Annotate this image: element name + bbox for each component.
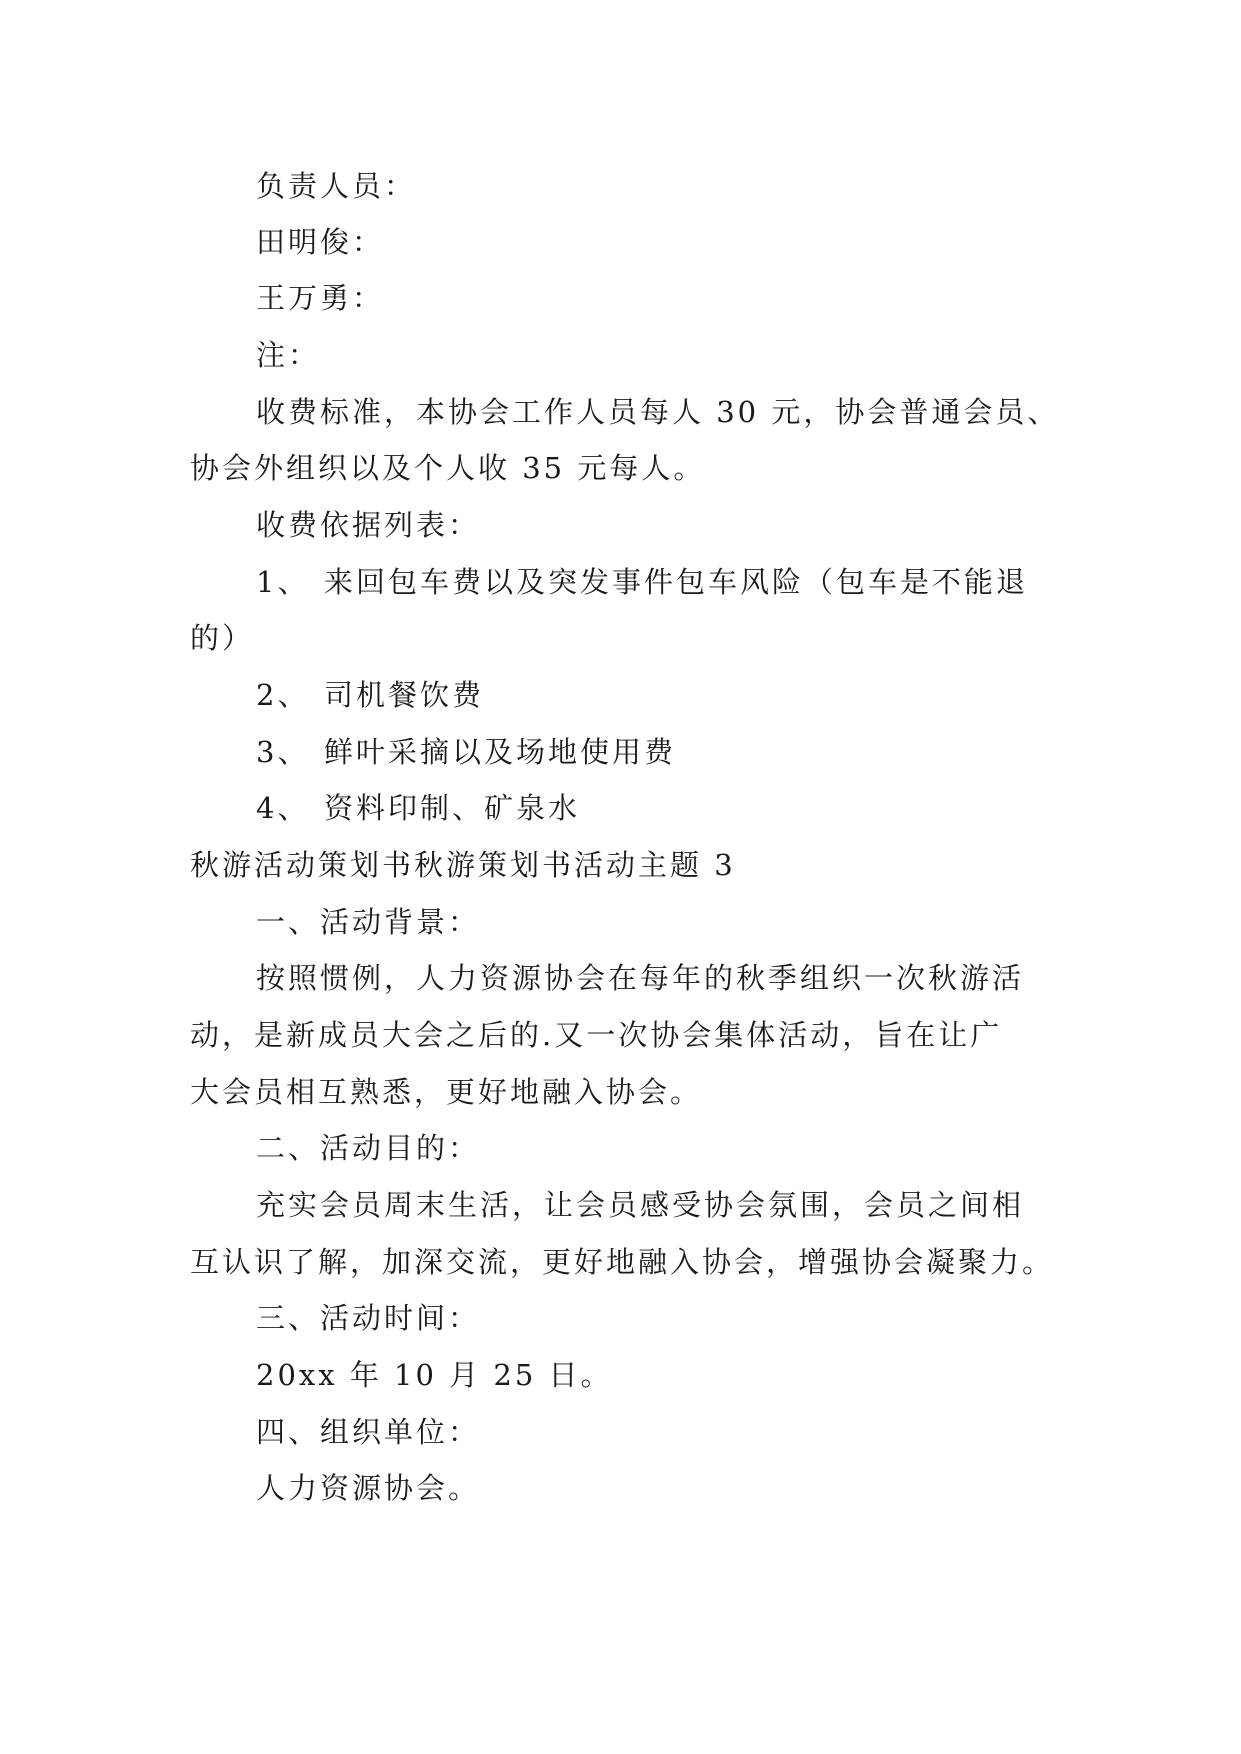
purpose-text-line-2: 互认识了解，加深交流，更好地融入协会，增强协会凝聚力。: [190, 1245, 1055, 1279]
background-text-line-2: 动，是新成员大会之后的.又一次协会集体活动，旨在让广: [190, 1018, 1003, 1052]
responsible-heading: 负责人员：: [256, 169, 417, 203]
fee-standard-line-2: 协会外组织以及个人收 35 元每人。: [190, 451, 706, 485]
background-text-line-1: 按照惯例，人力资源协会在每年的秋季组织一次秋游活: [256, 961, 1025, 995]
section-title: 秋游活动策划书秋游策划书活动主题 3: [190, 848, 736, 882]
organizer-text: 人力资源协会。: [256, 1471, 481, 1505]
person-tian: 田明俊：: [256, 225, 385, 259]
purpose-heading: 二、活动目的：: [256, 1131, 481, 1165]
purpose-text-line-1: 充实会员周末生活，让会员感受协会氛围，会员之间相: [256, 1188, 1025, 1222]
list-item: [256, 675, 1136, 715]
person-wang: 王万勇：: [256, 281, 385, 315]
fee-standard-line-1: 收费标准，本协会工作人员每人 30 元，协会普通会员、: [256, 395, 1060, 429]
list-number: 4、: [256, 791, 310, 825]
list-number: 1、: [256, 565, 310, 599]
list-item-text: 来回包车费以及突发事件包车风险（包车是不能退: [324, 565, 1029, 599]
note-label: 注：: [256, 338, 321, 372]
list-item-text: 资料印制、矿泉水: [324, 791, 581, 825]
list-item-text: 司机餐饮费: [324, 678, 485, 712]
background-text-line-3: 大会员相互熟悉，更好地融入协会。: [190, 1075, 703, 1109]
list-item-continuation: 的）: [190, 621, 255, 655]
time-text: 20xx 年 10 月 25 日。: [256, 1358, 613, 1392]
list-item: [256, 562, 1136, 602]
time-heading: 三、活动时间：: [256, 1301, 481, 1335]
list-item: [256, 732, 1136, 772]
fee-basis-heading: 收费依据列表：: [256, 508, 481, 542]
organizer-heading: 四、组织单位：: [256, 1415, 481, 1449]
list-item-text: 鲜叶采摘以及场地使用费: [324, 735, 677, 769]
list-number: 2、: [256, 678, 310, 712]
list-item: [256, 788, 1136, 828]
background-heading: 一、活动背景：: [256, 905, 481, 939]
list-number: 3、: [256, 735, 310, 769]
